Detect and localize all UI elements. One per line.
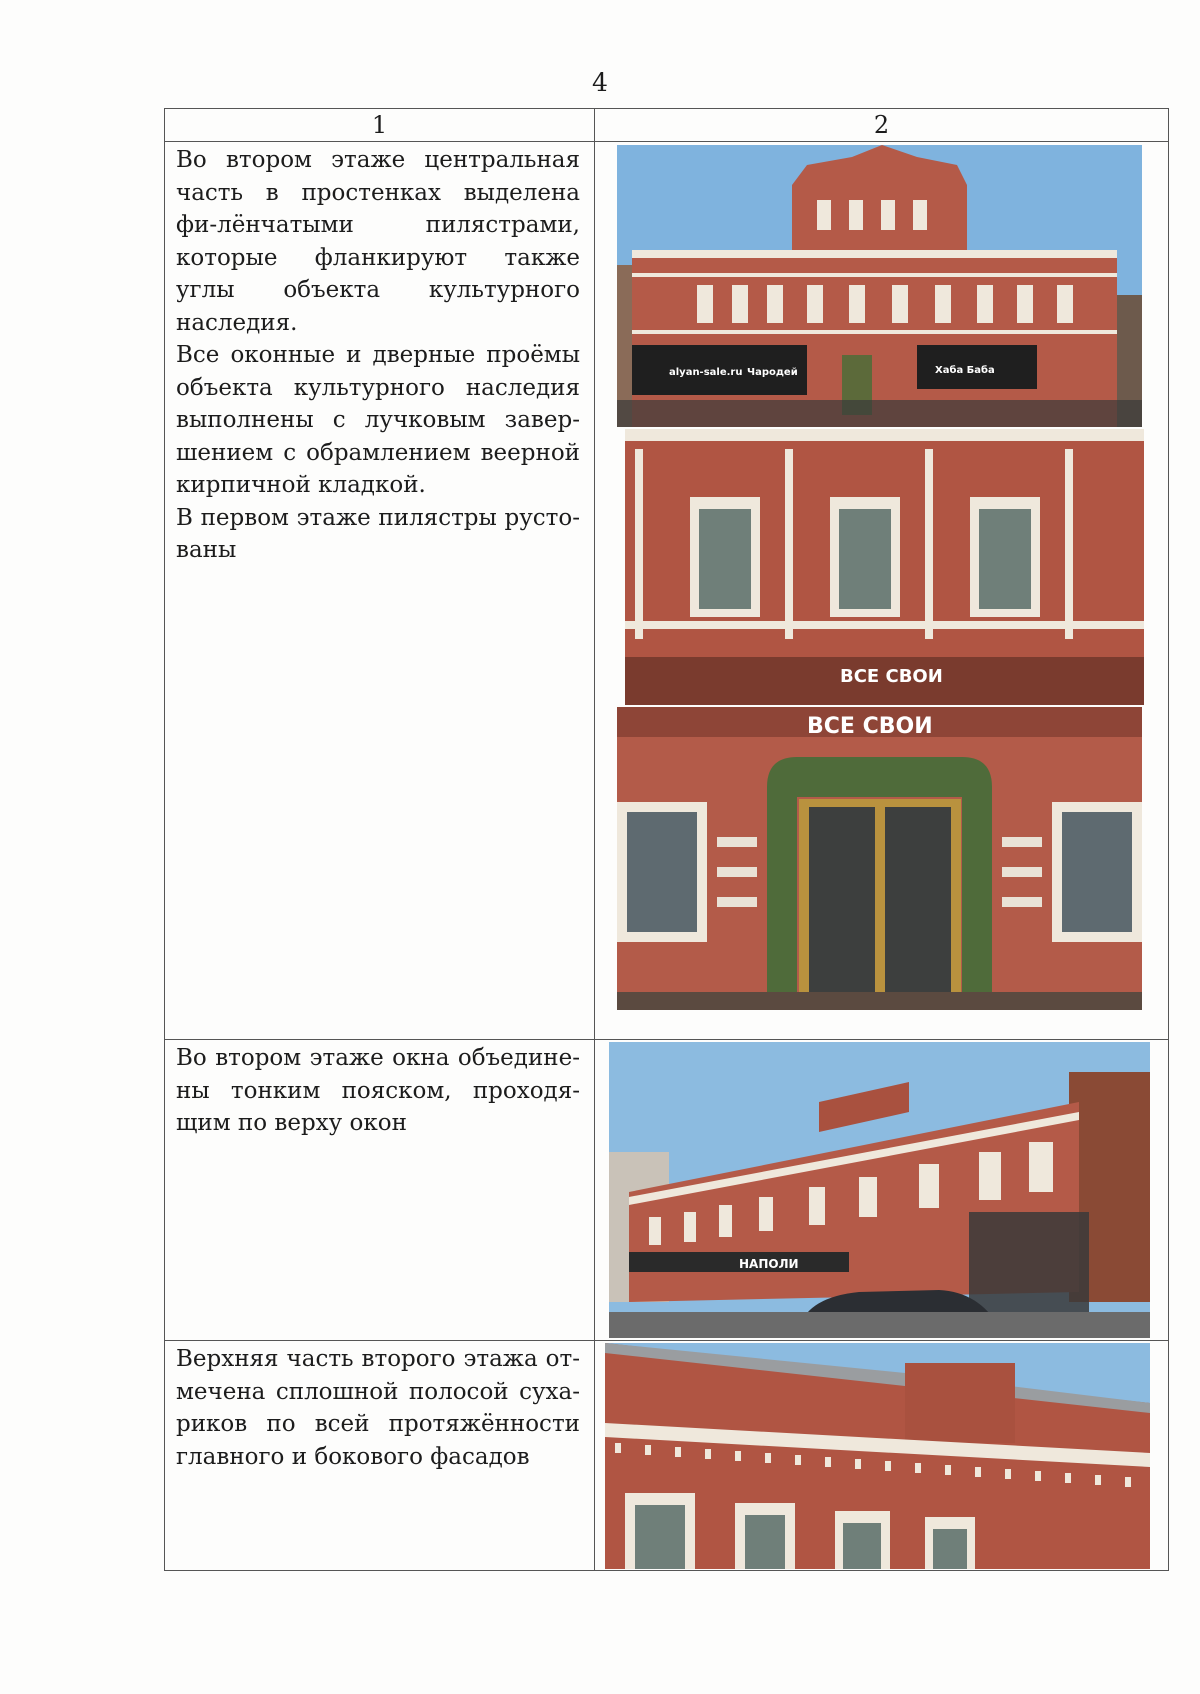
description-paragraph: В первом этаже пилястры русто-ваны [176,504,580,563]
column-header-1: 1 [165,109,595,142]
photo-cell [595,1040,1169,1341]
description-cell [165,1341,595,1571]
shop-sign: Хаба Баба [935,365,995,376]
entrance-photo [617,707,1142,1010]
cafe-sign: НАПОЛИ [739,1257,799,1271]
facade-photo [617,145,1142,427]
shop-sign: Чародей [747,367,798,378]
shop-sign: alyan-sale.ru [669,367,743,378]
photo-cell [595,142,1169,1040]
cafe-sign: ВСЕ СВОИ [840,666,943,687]
description-paragraph: Все оконные и дверные проёмы объекта культурного наследия выполнены с лучковым завер-шением с обрамлением веерной кирпичной кладкой. [176,342,580,498]
description-paragraph: Во втором этаже центральная часть в простенках выделена фи-лёнчатыми пилястрами, которые фланкируют также углы объекта культурного наследия. [176,147,580,336]
column-header-2: 2 [595,109,1169,142]
page-number: 4 [592,68,608,97]
cornice-detail-photo [605,1343,1150,1569]
street-view-photo [609,1042,1150,1338]
description-paragraph: Во втором этаже окна объедине-ны тонким пояском, проходя-щим по верху окон [176,1045,580,1136]
table-row [165,142,1169,1040]
cafe-sign: ВСЕ СВОИ [807,714,933,739]
table-header-row [165,109,1169,142]
photo-cell [595,1341,1169,1571]
second-floor-photo [625,429,1144,705]
description-cell [165,142,595,1040]
description-cell [165,1040,595,1341]
table-row [165,1040,1169,1341]
description-table [164,108,1169,1571]
table-row [165,1341,1169,1571]
description-paragraph: Верхняя часть второго этажа от-мечена сплошной полосой суха-риков по всей протяжённости главного и бокового фасадов [176,1346,580,1470]
